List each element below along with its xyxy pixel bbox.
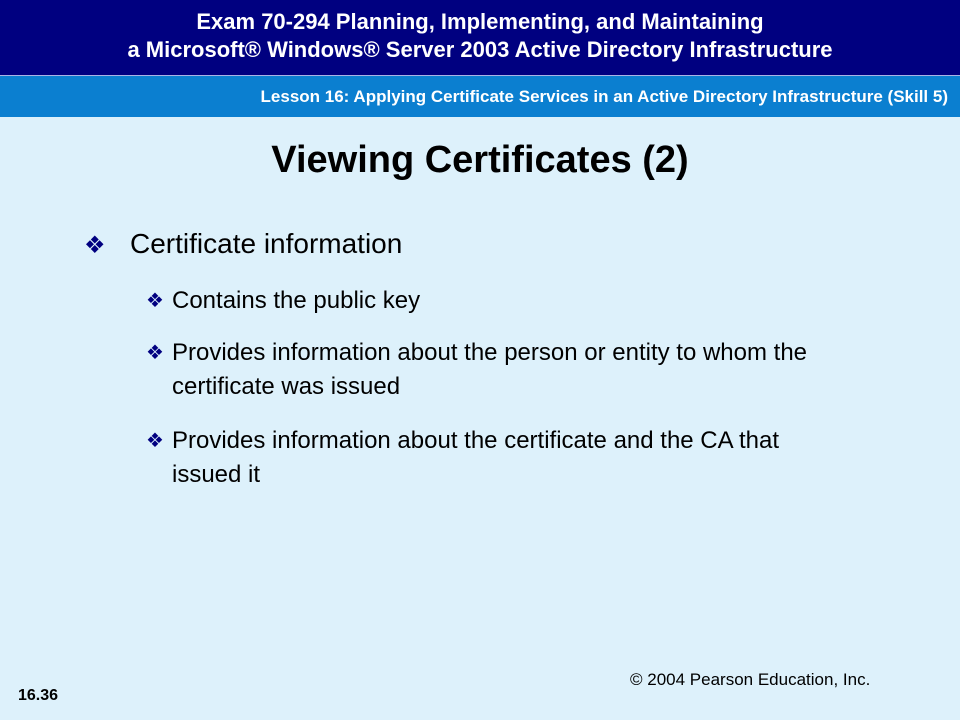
slide-title: Viewing Certificates (2) — [271, 139, 689, 181]
sub-bullet-item — [146, 336, 826, 404]
lesson-banner — [0, 76, 960, 117]
lesson-title: Lesson 16: Applying Certificate Services in an Active Directory Infrastructure (Skill 5) — [260, 87, 948, 106]
sub-bullet-text: Contains the public key — [172, 287, 421, 314]
diamond-bullet-icon: ❖ — [146, 290, 164, 312]
slide-number: 16.36 — [18, 687, 59, 704]
diamond-bullet-icon: ❖ — [84, 232, 106, 259]
exam-title-banner — [0, 0, 960, 75]
sub-bullet-text: Provides information about the certificate and the CA that issued it — [172, 427, 780, 488]
diamond-bullet-icon: ❖ — [146, 430, 164, 452]
sub-bullet-item — [146, 284, 826, 318]
copyright-notice: © 2004 Pearson Education, Inc. — [630, 670, 871, 689]
bullet-text: Certificate information — [130, 228, 403, 259]
diamond-bullet-icon: ❖ — [146, 342, 164, 364]
sub-bullet-text: Provides information about the person or entity to whom the certificate was issued — [172, 339, 808, 400]
exam-title-line-1: Exam 70-294 Planning, Implementing, and Maintaining — [196, 9, 764, 34]
sub-bullet-item — [146, 424, 826, 492]
exam-title-line-2: a Microsoft® Windows® Server 2003 Active Directory Infrastructure — [127, 37, 833, 62]
bullet-item — [84, 226, 402, 264]
